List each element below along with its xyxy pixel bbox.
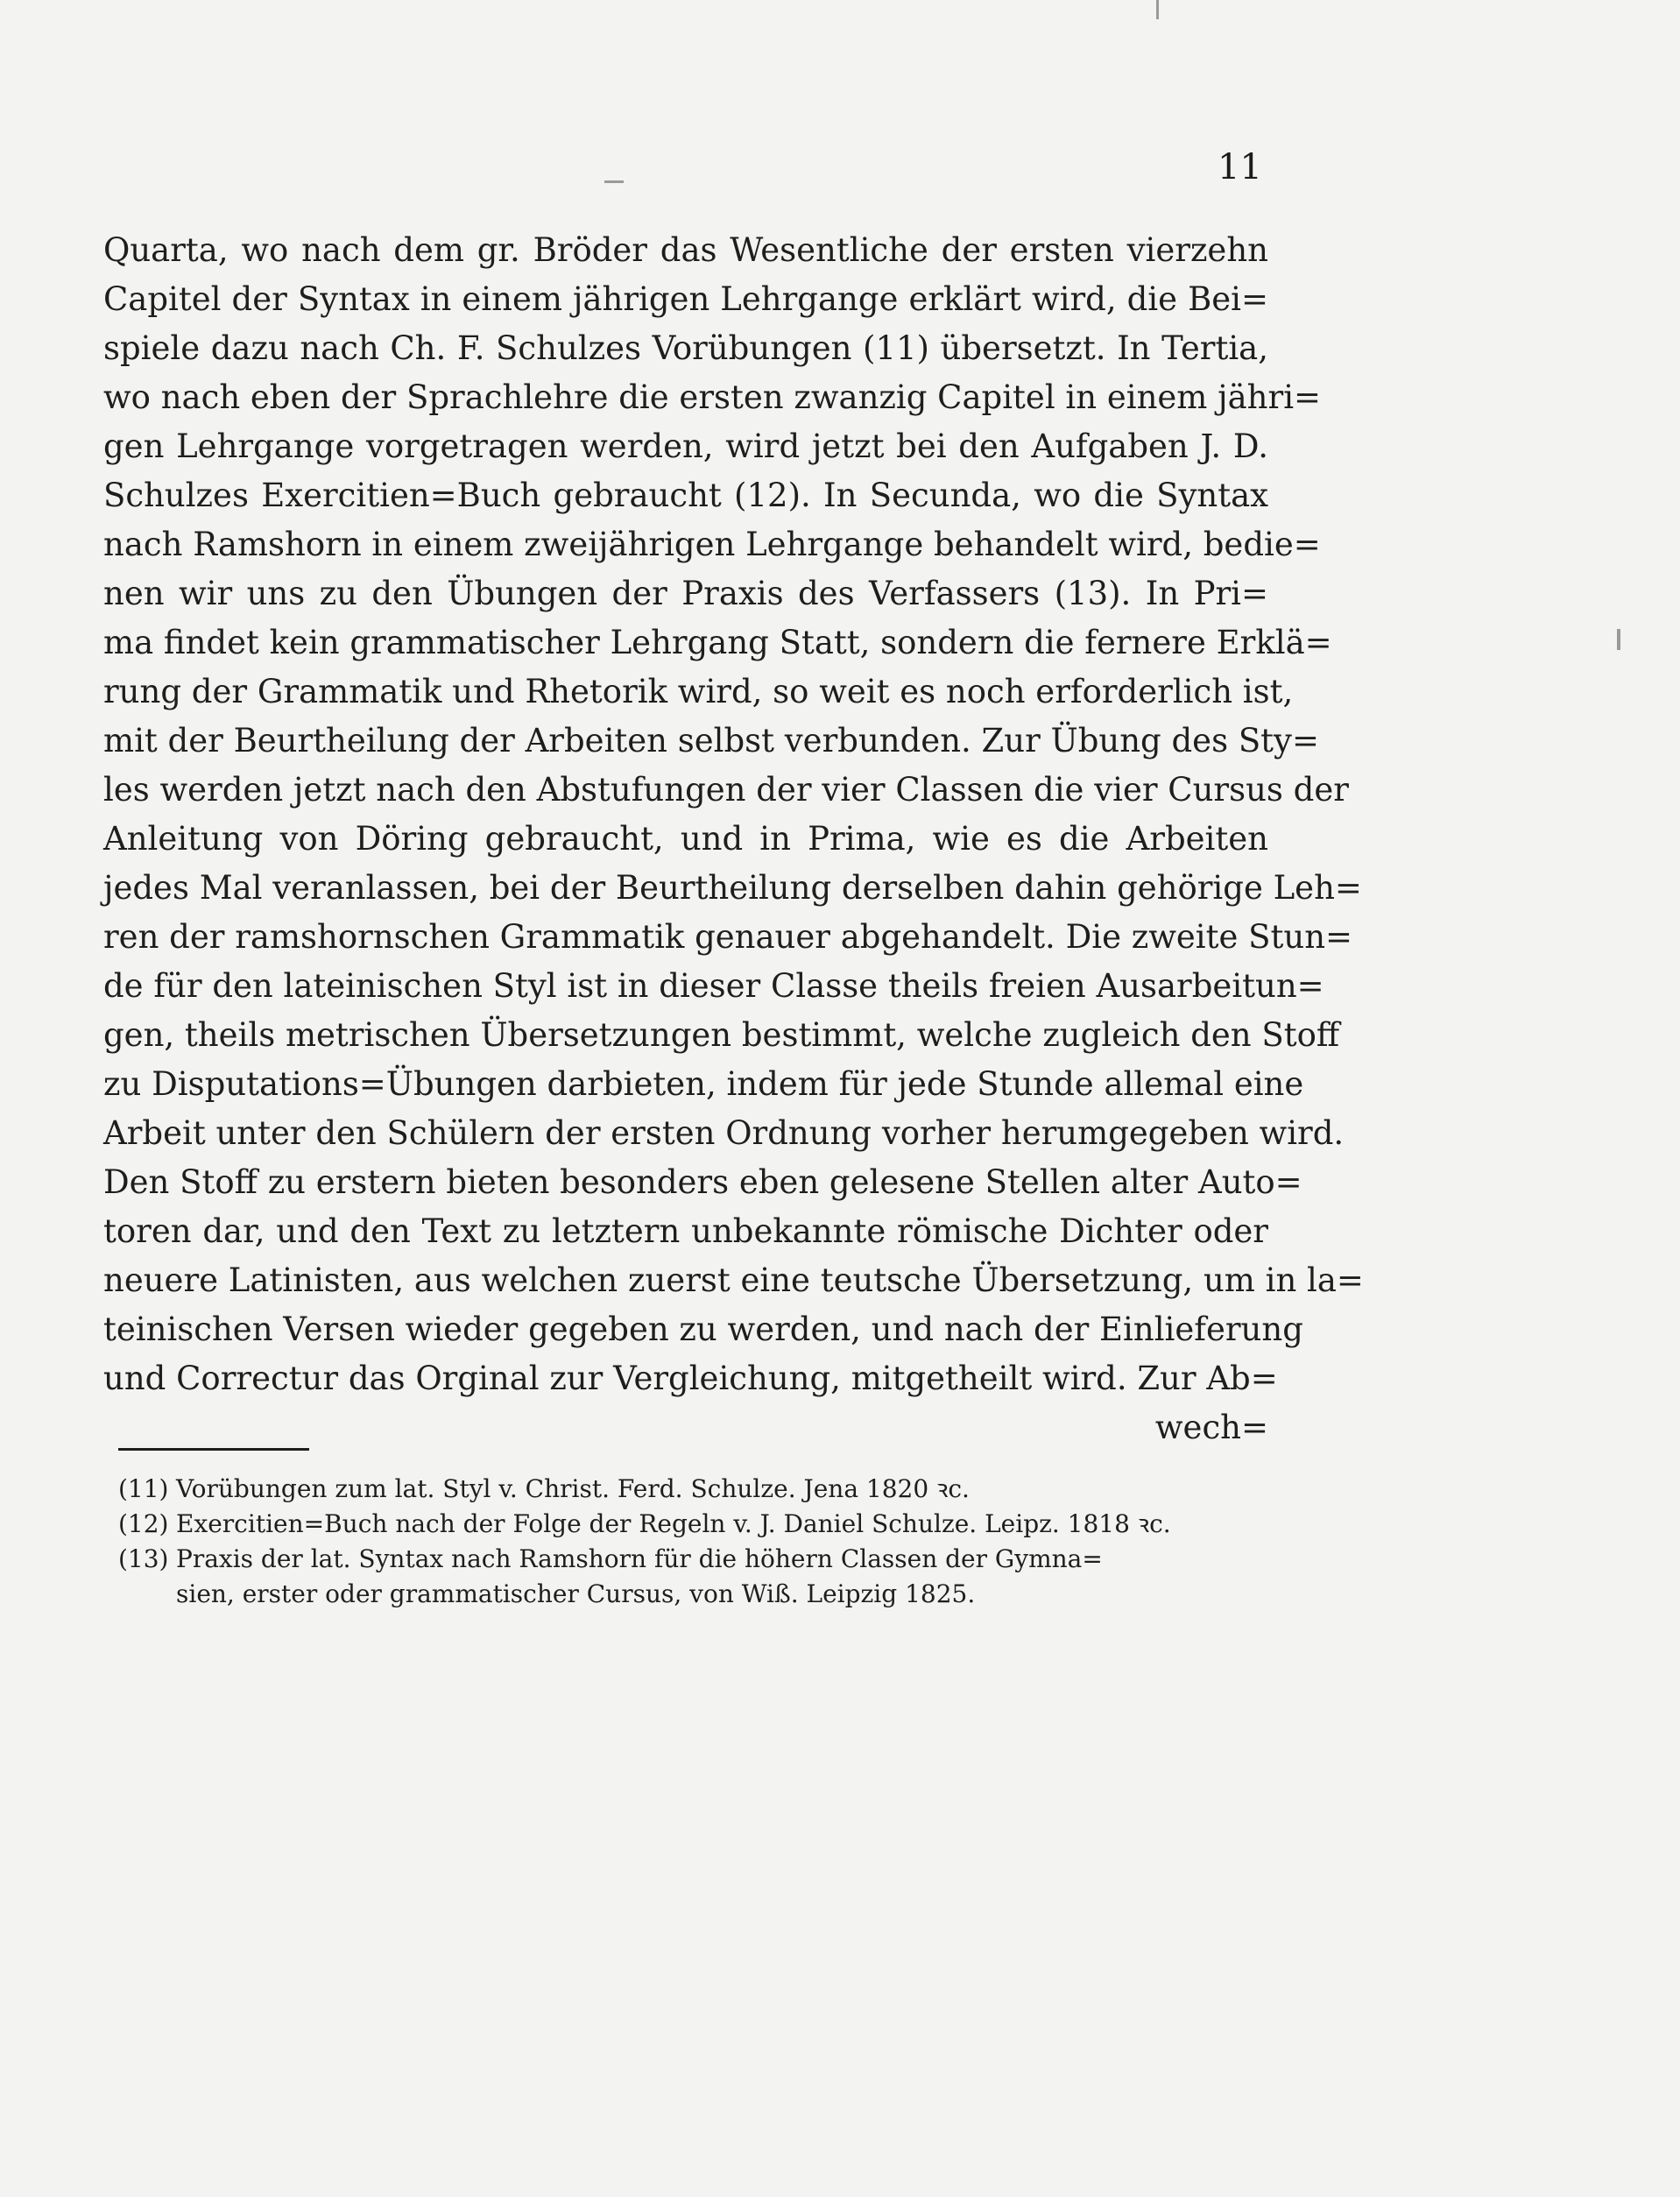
- text-line: nach Ramshorn in einem zweijährigen Lehrgange behandelt wird, bedie=: [103, 526, 1321, 563]
- text-line: toren dar, und den Text zu letztern unbekannte römische Dichter oder: [103, 1212, 1268, 1250]
- text-line: gen, theils metrischen Übersetzungen bestimmt, welche zugleich den Stoff: [103, 1016, 1340, 1054]
- footnote-number: (11): [118, 1474, 169, 1503]
- text-line: spiele dazu nach Ch. F. Schulzes Vorübungen (11) übersetzt. In Tertia,: [103, 329, 1268, 367]
- scan-speck: [604, 180, 624, 183]
- footnote-13: [118, 1542, 1266, 1577]
- footnote-text: Exercitien=Buch nach der Folge der Regeln v. J. Daniel Schulze. Leipz. 1818 ꝛc.: [176, 1509, 1171, 1538]
- text-line: ren der ramshornschen Grammatik genauer abgehandelt. Die zweite Stun=: [103, 918, 1353, 956]
- page-number: 11: [1218, 147, 1262, 187]
- text-line: gen Lehrgange vorgetragen werden, wird jetzt bei den Aufgaben J. D.: [103, 427, 1268, 465]
- footnote-rule: [118, 1448, 309, 1451]
- footnote-number: (12): [118, 1509, 169, 1538]
- text-line: Den Stoff zu erstern bieten besonders eben gelesene Stellen alter Auto=: [103, 1163, 1302, 1201]
- text-line: ma findet kein grammatischer Lehrgang Statt, sondern die fernere Erklä=: [103, 624, 1332, 661]
- footnote-text: Praxis der lat. Syntax nach Ramshorn für die höhern Classen der Gymna=: [176, 1544, 1103, 1573]
- text-line: teinischen Versen wieder gegeben zu werden, und nach der Einlieferung: [103, 1310, 1303, 1348]
- footnote-12: [118, 1507, 1266, 1542]
- text-line: nen wir uns zu den Übungen der Praxis des Verfassers (13). In Pri=: [103, 575, 1268, 612]
- text-line: wo nach eben der Sprachlehre die ersten zwanzig Capitel in einem jähri=: [103, 378, 1322, 416]
- text-line: les werden jetzt nach den Abstufungen der vier Classen die vier Cursus der: [103, 771, 1349, 809]
- catchword: wech=: [1154, 1409, 1268, 1446]
- text-line: Anleitung von Döring gebraucht, und in Prima, wie es die Arbeiten: [103, 820, 1268, 858]
- text-line: Quarta, wo nach dem gr. Bröder das Wesentliche der ersten vierzehn: [103, 231, 1268, 269]
- text-line: und Correctur das Orginal zur Vergleichung, mitgetheilt wird. Zur Ab=: [103, 1360, 1278, 1397]
- body-text: [103, 226, 1364, 1452]
- text-line: de für den lateinischen Styl ist in dieser Classe theils freien Ausarbeitun=: [103, 967, 1324, 1005]
- text-line: jedes Mal veranlassen, bei der Beurtheilung derselben dahin gehörige Leh=: [103, 869, 1362, 907]
- scan-speck: [1156, 0, 1159, 19]
- footnote-continuation: sien, erster oder grammatischer Cursus, von Wiß. Leipzig 1825.: [176, 1579, 976, 1608]
- footnotes: [118, 1472, 1266, 1612]
- text-line: Capitel der Syntax in einem jährigen Lehrgange erklärt wird, die Bei=: [103, 280, 1268, 318]
- text-line: mit der Beurtheilung der Arbeiten selbst verbunden. Zur Übung des Sty=: [103, 722, 1319, 759]
- text-line: zu Disputations=Übungen darbieten, indem für jede Stunde allemal eine: [103, 1065, 1304, 1103]
- text-line: rung der Grammatik und Rhetorik wird, so weit es noch erforderlich ist,: [103, 673, 1294, 710]
- scan-speck: [1617, 629, 1620, 650]
- text-line: neuere Latinisten, aus welchen zuerst eine teutsche Übersetzung, um in la=: [103, 1261, 1364, 1299]
- text-line: Arbeit unter den Schülern der ersten Ordnung vorher herumgegeben wird.: [103, 1114, 1345, 1152]
- text-line: Schulzes Exercitien=Buch gebraucht (12). In Secunda, wo die Syntax: [103, 477, 1268, 514]
- footnote-number: (13): [118, 1544, 169, 1573]
- footnote-11: [118, 1472, 1266, 1507]
- footnote-text: Vorübungen zum lat. Styl v. Christ. Ferd. Schulze. Jena 1820 ꝛc.: [176, 1474, 970, 1503]
